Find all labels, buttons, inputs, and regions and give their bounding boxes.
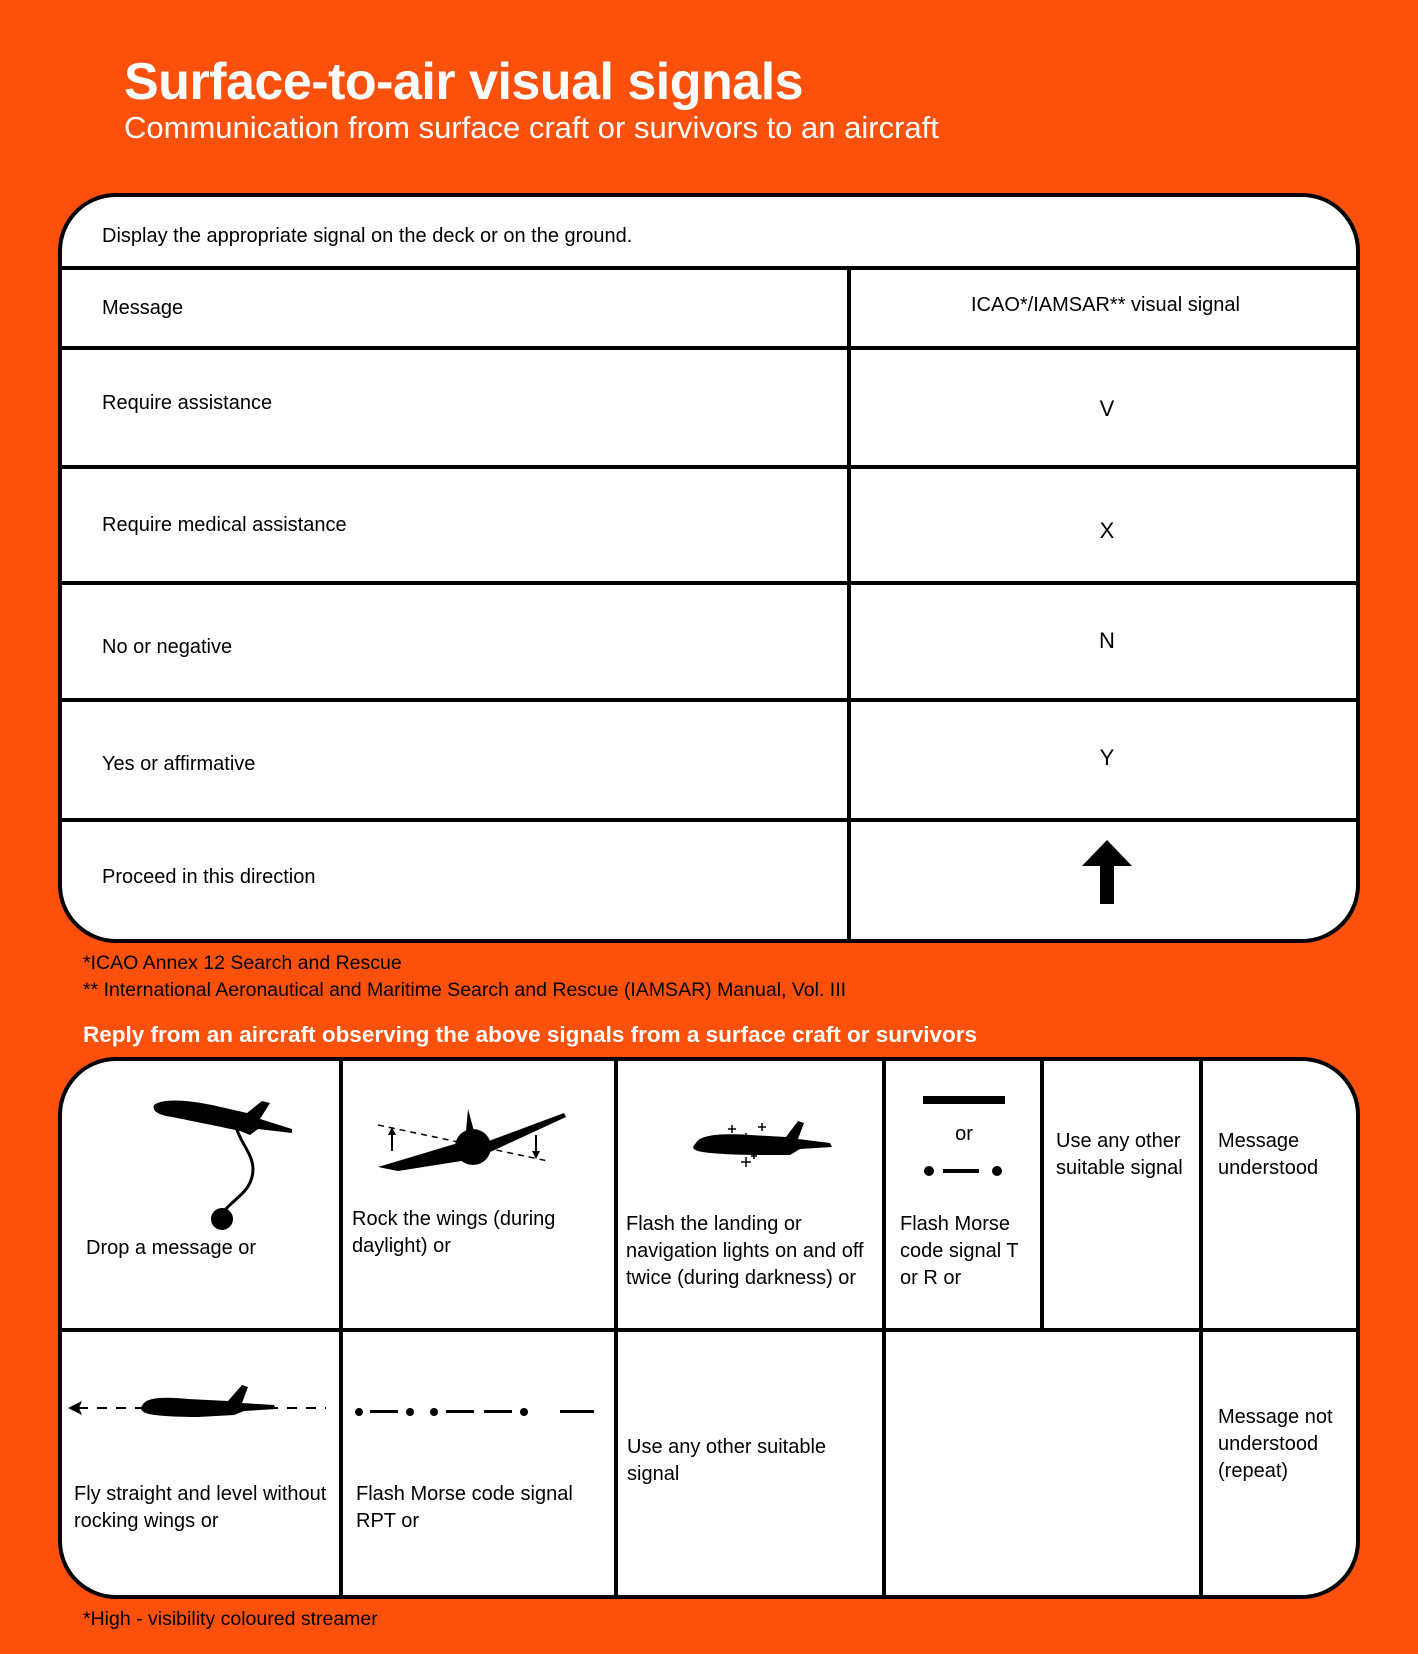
morse-or-label: or — [955, 1123, 973, 1145]
column-header-signal: ICAO*/IAMSAR** visual signal — [971, 294, 1240, 316]
page-title: Surface-to-air visual signals — [124, 53, 804, 111]
reply-other-signal: Use any other suitable signal — [1056, 1130, 1183, 1179]
morse-t-dash — [923, 1096, 1005, 1104]
reply-morse-rpt: Flash Morse code signal RPT or — [356, 1483, 573, 1532]
morse-rpt-signal-icon — [354, 1406, 598, 1418]
row-signal: N — [1099, 628, 1115, 653]
row-message: Require medical assistance — [102, 514, 347, 536]
reply-other-signal: Use any other suitable signal — [627, 1436, 827, 1485]
reply-flash-lights: Flash the landing or navigation lights on and off twice (during darkness) or — [626, 1213, 864, 1289]
reply-heading: Reply from an aircraft observing the above signals from a surface craft or survivors — [83, 1022, 978, 1047]
result-message-not-understood: Message not understood (repeat) — [1218, 1406, 1333, 1482]
row-message: Yes or affirmative — [102, 753, 256, 775]
signals-table — [58, 193, 1360, 943]
arrow-up-icon — [1082, 840, 1132, 904]
row-signal: X — [1099, 518, 1115, 543]
column-header-message: Message — [102, 297, 184, 319]
footnote-iamsar: ** International Aeronautical and Maritime Search and Rescue (IAMSAR) Manual, Vol. III — [83, 979, 847, 1001]
reply-table — [58, 1057, 1360, 1599]
page-subtitle: Communication from surface craft or survivors to an aircraft — [124, 110, 939, 145]
row-message: Require assistance — [102, 392, 273, 414]
morse-r-signal-icon — [923, 1164, 1003, 1178]
row-message: No or negative — [102, 636, 233, 658]
bottom-footnote: *High - visibility coloured streamer — [83, 1608, 378, 1630]
reply-rock-wings: Rock the wings (during daylight) or — [352, 1208, 556, 1257]
row-message: Proceed in this direction — [102, 866, 316, 888]
table-instruction: Display the appropriate signal on the deck or on the ground. — [102, 225, 633, 247]
row-signal: Y — [1099, 745, 1115, 770]
reply-morse-tr: Flash Morse code signal T or R or — [900, 1213, 1019, 1289]
reply-fly-straight: Fly straight and level without rocking wings or — [74, 1483, 327, 1532]
aircraft-flash-lights-icon — [690, 1117, 850, 1177]
footnote-icao: *ICAO Annex 12 Search and Rescue — [83, 952, 402, 974]
aircraft-fly-straight-icon — [68, 1383, 328, 1433]
aircraft-rock-wings-icon — [378, 1109, 578, 1189]
row-signal: V — [1099, 396, 1115, 421]
reply-drop-message: Drop a message or — [86, 1237, 257, 1259]
result-message-understood: Message understood — [1218, 1130, 1319, 1179]
aircraft-drop-message-icon — [152, 1097, 312, 1237]
